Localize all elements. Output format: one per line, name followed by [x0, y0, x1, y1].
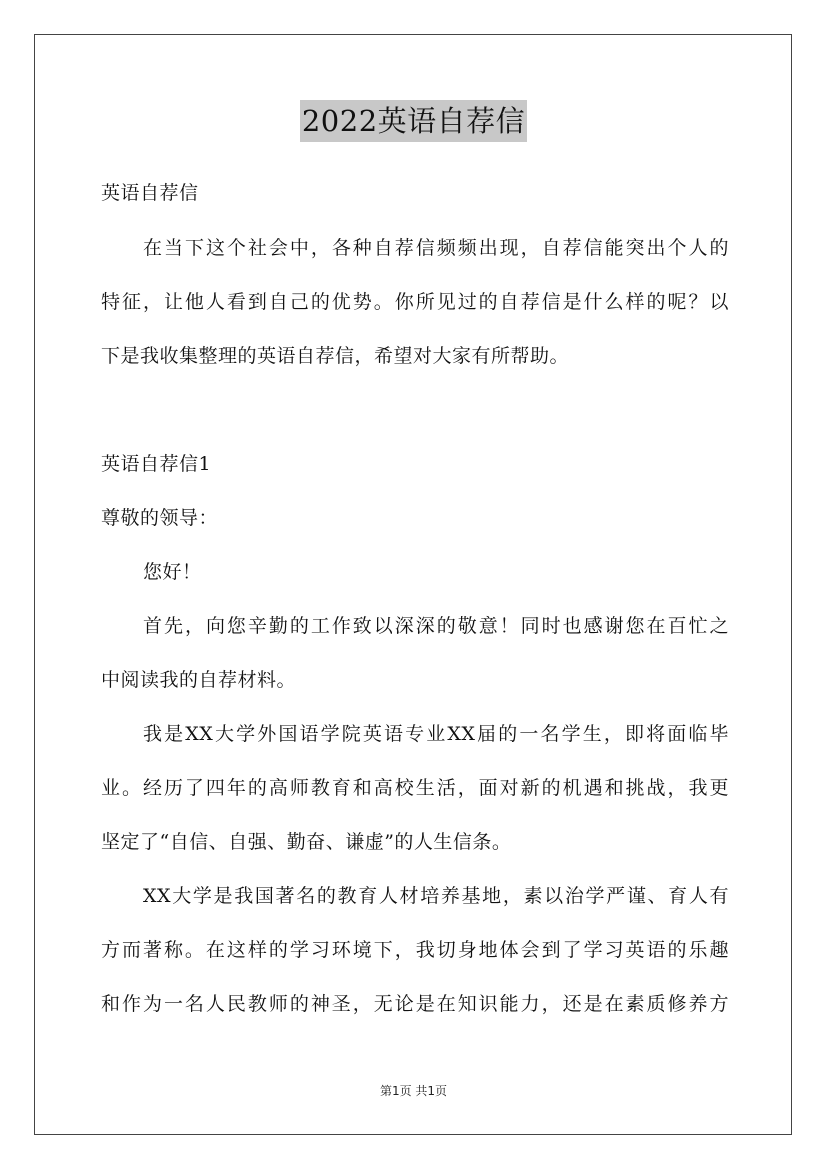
section-heading-intro: 英语自荐信 — [101, 182, 199, 204]
greeting: 您好！ — [143, 561, 202, 583]
paragraph-line: 在当下这个社会中，各种自荐信频频出现，自荐信能突出个人的 — [143, 237, 729, 259]
paragraph-line: 我是XX大学外国语学院英语专业XX届的一名学生，即将面临毕 — [143, 723, 729, 745]
salutation: 尊敬的领导： — [101, 507, 219, 529]
paragraph-line: 首先，向您辛勤的工作致以深深的敬意！同时也感谢您在百忙之 — [143, 615, 729, 637]
document-title: 2022英语自荐信 — [300, 100, 527, 142]
paragraph-line: 和作为一名人民教师的神圣，无论是在知识能力，还是在素质修养方 — [101, 993, 729, 1015]
paragraph-line: 方而著称。在这样的学习环境下，我切身地体会到了学习英语的乐趣 — [101, 939, 729, 961]
paragraph-line: 下是我收集整理的英语自荐信，希望对大家有所帮助。 — [101, 345, 570, 367]
page-number-footer: 第1页 共1页 — [379, 1084, 448, 1098]
title-container — [0, 100, 827, 142]
paragraph-line: 坚定了“自信、自强、勤奋、谦虚”的人生信条。 — [101, 831, 512, 853]
paragraph-line: 特征，让他人看到自己的优势。你所见过的自荐信是什么样的呢？以 — [101, 291, 729, 313]
section-heading-letter-1: 英语自荐信1 — [101, 453, 212, 475]
paragraph-line: XX大学是我国著名的教育人材培养基地，素以治学严谨、育人有 — [143, 885, 729, 907]
paragraph-line: 中阅读我的自荐材料。 — [101, 669, 297, 691]
paragraph-line: 业。经历了四年的高师教育和高校生活，面对新的机遇和挑战，我更 — [101, 777, 729, 799]
